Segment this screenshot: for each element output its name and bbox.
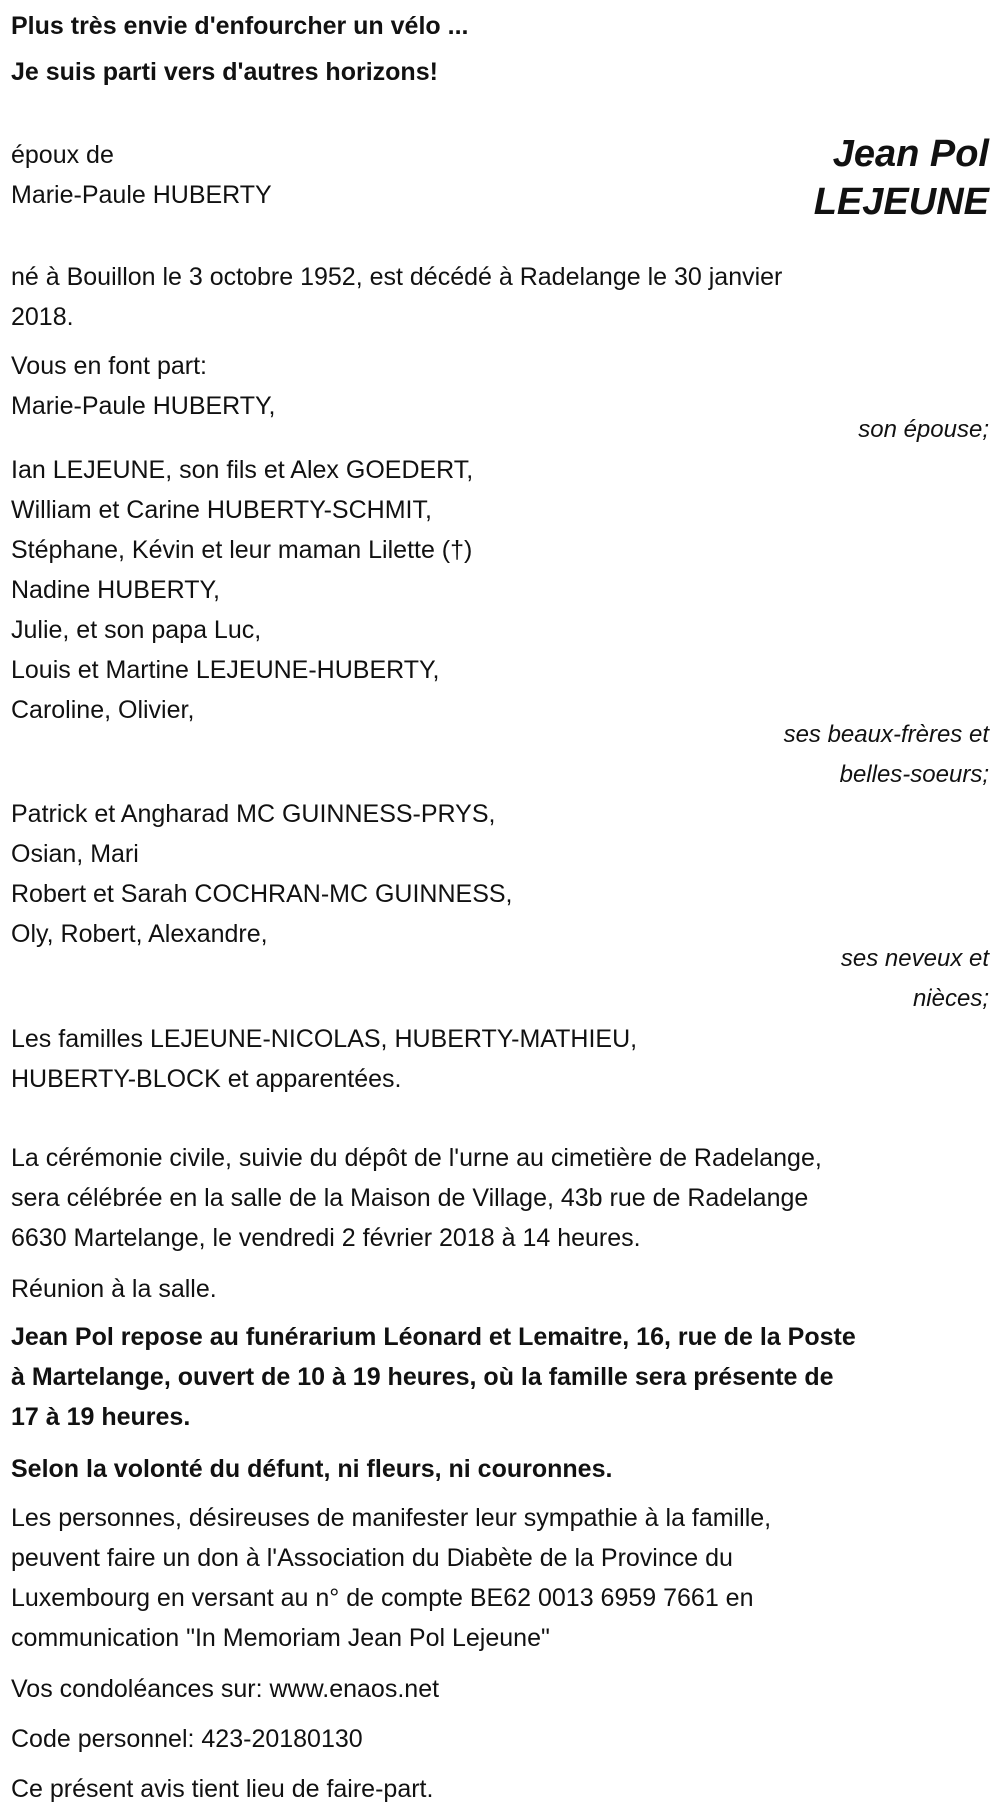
family-name: Louis et Martine LEJEUNE-HUBERTY, (11, 656, 440, 684)
header-line-2: Je suis parti vers d'autres horizons! (11, 58, 438, 86)
family-name: HUBERTY-BLOCK et apparentées. (11, 1065, 402, 1093)
text-line: né à Bouillon le 3 octobre 1952, est décédé à Radelange le 30 janvier (11, 263, 783, 291)
text-line: belles-soeurs; (839, 761, 989, 788)
family-name: Oly, Robert, Alexandre, (11, 920, 268, 948)
reunion-info: Réunion à la salle. (11, 1275, 217, 1303)
family-name: Osian, Mari (11, 840, 139, 868)
relation-label (11, 715, 989, 795)
spouse-name: Marie-Paule HUBERTY (11, 181, 272, 209)
family-name: Patrick et Angharad MC GUINNESS-PRYS, (11, 800, 496, 828)
spouse-intro: époux de (11, 141, 114, 169)
family-group-siblings (11, 450, 989, 730)
ceremony-info (11, 1138, 989, 1258)
condolences-link: Vos condoléances sur: www.enaos.net (11, 1675, 440, 1703)
personal-code: Code personnel: 423-20180130 (11, 1725, 363, 1753)
donation-info (11, 1498, 989, 1658)
birth-death (11, 257, 989, 337)
text-line: 17 à 19 heures. (11, 1403, 191, 1431)
family-name: Nadine HUBERTY, (11, 576, 220, 604)
text-line: ses neveux et (840, 945, 989, 972)
family-group-families (11, 1019, 989, 1099)
announcers-intro: Vous en font part: (11, 352, 207, 380)
text-line: Jean Pol repose au funérarium Léonard et Lemaitre, 16, rue de la Poste (11, 1323, 856, 1351)
text-line: communication "In Memoriam Jean Pol Lejeune" (11, 1624, 550, 1652)
no-flowers-note: Selon la volonté du défunt, ni fleurs, ni couronnes. (11, 1455, 613, 1483)
family-name: William et Carine HUBERTY-SCHMIT, (11, 496, 432, 524)
relation-label: son épouse; (858, 416, 989, 443)
header-line-1: Plus très envie d'enfourcher un vélo ... (11, 12, 469, 40)
deceased-last-name: LEJEUNE (813, 181, 989, 223)
relation-label (11, 939, 989, 1019)
family-name: Ian LEJEUNE, son fils et Alex GOEDERT, (11, 456, 474, 484)
text-line: sera célébrée en la salle de la Maison de Village, 43b rue de Radelange (11, 1184, 809, 1212)
funerarium-info (11, 1317, 989, 1437)
text-line: 2018. (11, 303, 74, 331)
family-name: Julie, et son papa Luc, (11, 616, 262, 644)
notice-text: Ce présent avis tient lieu de faire-part. (11, 1775, 434, 1803)
family-group-nephews (11, 794, 989, 954)
deceased-first-name: Jean Pol (832, 133, 989, 175)
text-line: ses beaux-frères et (783, 721, 989, 748)
family-name: Les familles LEJEUNE-NICOLAS, HUBERTY-MATHIEU, (11, 1025, 638, 1053)
text-line: peuvent faire un don à l'Association du Diabète de la Province du (11, 1544, 733, 1572)
text-line: nièces; (912, 985, 989, 1012)
text-line: Luxembourg en versant au n° de compte BE62 0013 6959 7661 en (11, 1584, 754, 1612)
family-name: Stéphane, Kévin et leur maman Lilette (†) (11, 536, 473, 564)
text-line: à Martelange, ouvert de 10 à 19 heures, où la famille sera présente de (11, 1363, 834, 1391)
family-name: Caroline, Olivier, (11, 696, 195, 724)
text-line: Les personnes, désireuses de manifester leur sympathie à la famille, (11, 1504, 772, 1532)
deceased-name (814, 130, 989, 226)
text-line: 6630 Martelange, le vendredi 2 février 2018 à 14 heures. (11, 1224, 641, 1252)
family-name: Marie-Paule HUBERTY, (11, 392, 276, 420)
family-name: Robert et Sarah COCHRAN-MC GUINNESS, (11, 880, 513, 908)
text-line: La cérémonie civile, suivie du dépôt de l'urne au cimetière de Radelange, (11, 1144, 822, 1172)
